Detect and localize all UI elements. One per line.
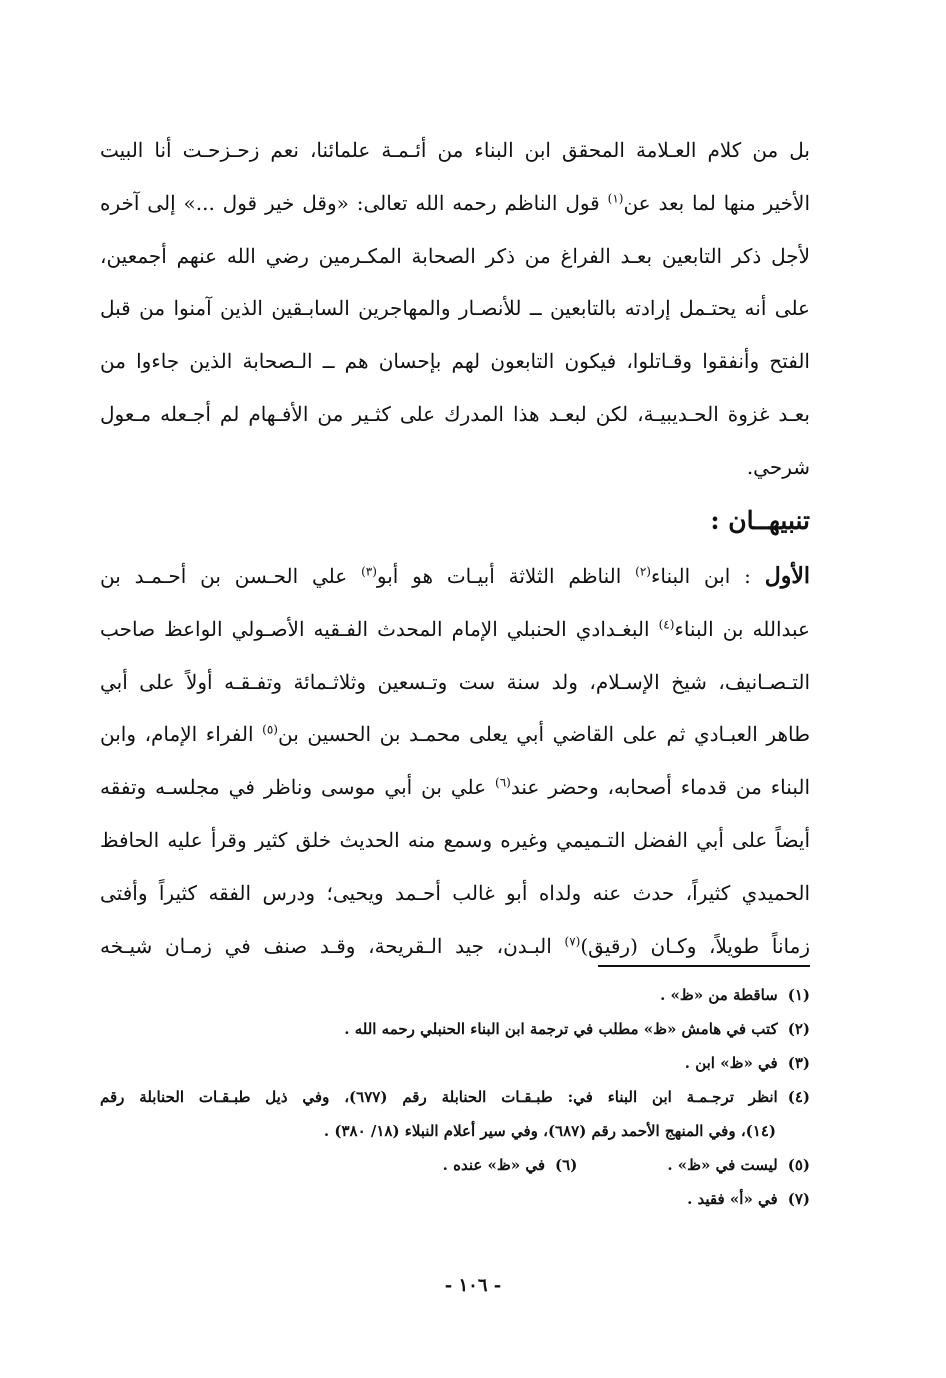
footnote-marker: (٢) <box>635 564 651 579</box>
text-fragment: الفراء الإمام، وابن <box>100 722 254 747</box>
footnote <box>100 1148 810 1182</box>
footnote-marker: (١) <box>607 191 624 206</box>
section-heading: تنبيهــان : <box>710 506 810 535</box>
text-fragment: قول الناظم رحمه الله تعالى: «وقل خير قول ...» إلى آخره <box>100 190 600 215</box>
text-fragment: الناظم الثلاثة أبيـات هو أبو <box>376 564 622 588</box>
footnote <box>100 1080 810 1114</box>
footnote <box>100 1182 810 1216</box>
footnote-number: (٥) <box>787 1156 810 1174</box>
footnote-number: (٢) <box>787 1020 810 1038</box>
footnote <box>100 1046 810 1080</box>
text-line <box>100 603 810 656</box>
text-fragment: طاهر العبـادي ثم على القاضي أبي يعلى محمـد بن الحسين بن <box>277 722 810 747</box>
text-line: بعـد غزوة الحـديبيـة، لكن لبعـد هذا المدرك على كثـير من الأفـهام لم أجـعله مـعول <box>100 401 810 426</box>
footnote-number: (٣) <box>787 1054 810 1072</box>
text-line: الفتح وأنفقوا وقـاتلوا، فيكون التابعون لهم بإحسان هم ــ الـصحابة الذين جاءوا من <box>100 349 810 374</box>
footnote-marker: (٤) <box>658 617 675 632</box>
footnote-text: ليست في «ظ» . <box>667 1156 778 1174</box>
text-line <box>100 550 810 603</box>
text-line: أيضاً على أبي الفضل التـميمي وغيره وسمع منه الحديث خلق كثير وقرأ عليه الحافظ <box>100 827 810 852</box>
footnote-continuation: (١٤)، وفي المنهج الأحمد رقم (٦٨٧)، وفي سير أعلام النبلاء (١٨/ ٣٨٠) . <box>323 1122 776 1140</box>
text-line <box>100 761 810 814</box>
footnote-text: ساقطة من «ظ» . <box>660 986 778 1004</box>
footnote <box>100 978 810 1012</box>
footnote-marker: (٥) <box>262 722 278 737</box>
text-line: بل من كلام العـلامة المحقق ابن البناء من أئـمـة علمائنا، نعم زحـزحـت أنا البيت <box>100 138 810 162</box>
text-fragment: الأخير منها لما بعد عن <box>623 190 810 215</box>
text-fragment: البغـدادي الحنبلي الإمام المحدث الفـقيه الأصـولي الواعظ صاحب <box>100 616 650 641</box>
footnote-text: كتب في هامش «ظ» مطلب في ترجمة ابن البناء الحنبلي رحمه الله . <box>344 1020 778 1038</box>
text-line: على أنه يحتـمل إرادته بالتابعين ــ للأنصـار والمهاجرين السابـقين الذين آمنوا من قبل <box>100 296 810 321</box>
footnote-marker: (٦) <box>495 775 511 790</box>
text-line: لأجل ذكر التابعين بعـد الفراغ من ذكر الصحابة المكـرمين رضي الله عنهم أجمعين، <box>100 243 810 268</box>
text-fragment: علي بن أبي موسى وناظر في مجلسـه وتفقه <box>100 775 487 800</box>
text-line <box>100 708 810 761</box>
text-line: الحميدي كثيراً، حدث عنه ولداه أبو غالب أحـمد ويحيى؛ ودرس الفقه كثيراً وأفتى <box>100 880 810 905</box>
footnote-text: في «ظ» ابن . <box>684 1054 778 1072</box>
page-number: - ١٠٦ - <box>444 1275 502 1296</box>
paragraph-intro <box>100 124 810 494</box>
text-fragment: البناء من قدماء أصحابه، وحضر عند <box>510 775 810 800</box>
footnote-text: في «ظ» عنده . <box>442 1156 546 1174</box>
footnote-number: (٤) <box>787 1088 810 1106</box>
footnote-number: (٧) <box>787 1190 810 1208</box>
text-fragment: البـدن، جيد الـقريحة، وقـد صنف في زمـان شيـخه <box>100 933 552 958</box>
text-fragment: علي الحـسن بن أحـمـد بن <box>100 564 348 588</box>
text-line: شرحي. <box>746 454 810 479</box>
text-fragment: عبدالله بن البناء <box>674 616 810 641</box>
footnote-text: في «أ» فقيد . <box>687 1190 778 1208</box>
footnote-separator <box>598 965 810 967</box>
footnote-text: انظر ترجـمـة ابن البناء في: طبـقـات الحنابلة رقم (٦٧٧)، وفي ذيل طبـقـات الحنابلة رقم <box>100 1088 778 1106</box>
footnote-number: (١) <box>787 986 810 1004</box>
text-fragment: زماناً طويلاً، وكـان (رقيق) <box>580 933 810 958</box>
footnote-marker: (٣) <box>361 564 377 579</box>
footnote-number: (٦) <box>555 1156 578 1174</box>
paragraph-biography <box>100 550 810 972</box>
footnotes <box>100 978 810 1216</box>
footnote <box>100 1012 810 1046</box>
text-line <box>100 177 810 230</box>
text-fragment: : ابن البناء <box>650 564 751 588</box>
lead-word: الأول <box>764 563 810 589</box>
footnote-marker: (٧) <box>564 933 581 948</box>
text-line: التـصـانيف، شيخ الإسـلام، ولد سنة ست وتـسعين وثلاثـمائة وتفـقـه أولاً على أبي <box>100 669 810 694</box>
